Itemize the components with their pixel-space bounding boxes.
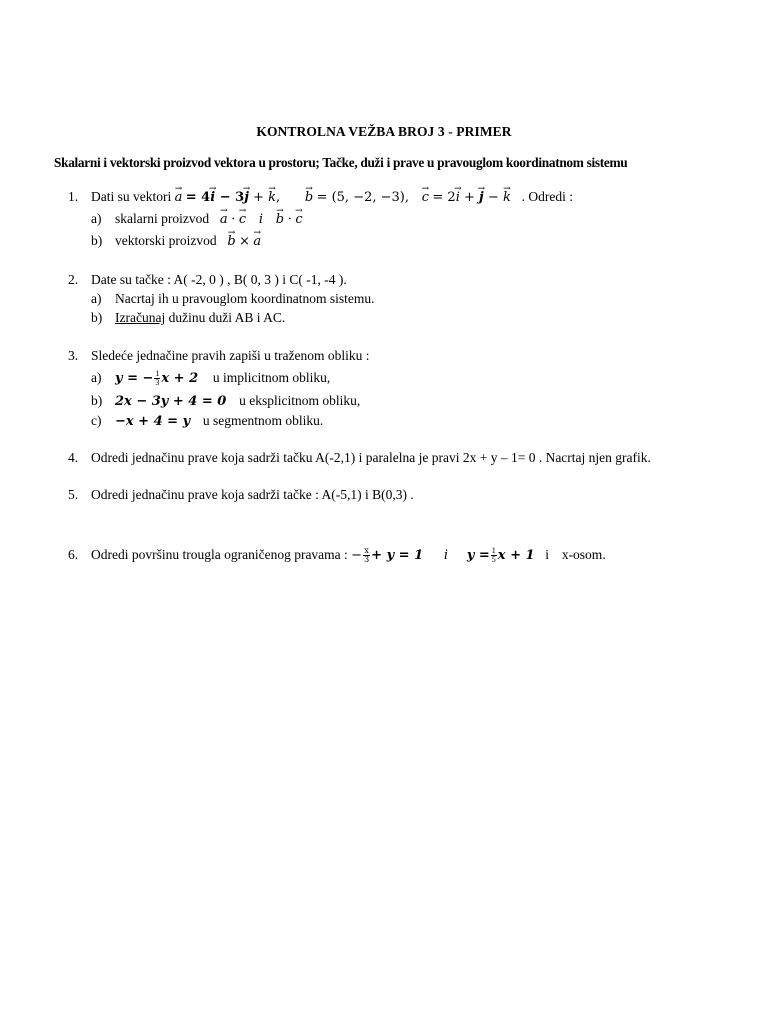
dot-operator: ⋅ bbox=[287, 212, 292, 227]
task-4-text: Odredi jednačinu prave koja sadrži tačku A(-2,1) i paralelna je pravi 2x + y – 1= 0 . Nacrtaj njen grafik. bbox=[91, 450, 651, 465]
fraction-numerator: x bbox=[364, 546, 369, 556]
vector-a: → a bbox=[175, 189, 183, 207]
eq-a-start: = 4 bbox=[185, 190, 211, 205]
task-number: 4. bbox=[68, 450, 79, 465]
vector-c: → c bbox=[239, 211, 246, 229]
task-1-outro: . Odredi : bbox=[521, 189, 573, 204]
fraction-numerator: 1 bbox=[155, 369, 160, 379]
fraction bbox=[154, 370, 160, 387]
part-letter: a) bbox=[91, 291, 102, 306]
unit-vector-i: → i bbox=[456, 189, 460, 207]
part-letter: a) bbox=[91, 370, 102, 385]
vector-a: → a bbox=[220, 211, 228, 229]
equation: 2x − 3y + 4 = 0 bbox=[115, 394, 227, 409]
part-text: u segmentnom obliku. bbox=[202, 413, 324, 428]
fraction bbox=[363, 547, 370, 564]
task-6-text: Odredi površinu trougla ograničenog pravama : bbox=[91, 547, 348, 562]
part-letter: b) bbox=[91, 393, 103, 408]
unit-vector-j: → j bbox=[244, 189, 249, 207]
underlined-word: Izračunaj bbox=[115, 310, 166, 325]
task-5-text: Odredi jednačinu prave koja sadrži tačke : A(-5,1) i B(0,3) . bbox=[91, 487, 414, 502]
eq-c-plus: + bbox=[459, 190, 480, 205]
task-6-outro: x-osom. bbox=[561, 547, 606, 562]
task-2-text: Date su tačke : A( -2, 0 ) , B( 0, 3 ) i C( -1, -4 ). bbox=[91, 272, 347, 287]
conjunction-i: i bbox=[443, 548, 449, 563]
part-text: skalarni proizvod bbox=[115, 211, 210, 226]
equation-1-minus: − bbox=[351, 548, 363, 563]
document-subtitle: Skalarni i vektorski proizvod vektora u prostoru; Tačke, duži i prave u pravouglom koordinatnom sistemu bbox=[54, 155, 628, 170]
task-number: 1. bbox=[68, 189, 79, 204]
part-letter: b) bbox=[91, 310, 103, 325]
unit-vector-k: → k bbox=[268, 189, 276, 207]
vector-c: → c bbox=[422, 189, 429, 207]
part-letter: c) bbox=[91, 413, 102, 428]
unit-vector-i: → i bbox=[210, 189, 215, 207]
conjunction-i: i bbox=[258, 212, 264, 227]
eq-a-minus3: − 3 bbox=[215, 190, 245, 205]
cross-operator: × bbox=[239, 234, 250, 249]
task-1-text bbox=[91, 188, 573, 207]
fraction-denominator: 3 bbox=[364, 555, 370, 565]
conjunction-i: i bbox=[545, 547, 550, 562]
part-letter: b) bbox=[91, 233, 103, 248]
equation: −x + 4 = y bbox=[115, 414, 191, 429]
vector-b: → b bbox=[276, 211, 284, 229]
part-letter: a) bbox=[91, 211, 102, 226]
equation-start: y = − bbox=[115, 371, 154, 386]
eq-a-comma: , bbox=[275, 190, 281, 205]
equation-end: x + 2 bbox=[161, 371, 199, 386]
vector-b: → b bbox=[305, 189, 313, 207]
equation-2-rest: x + 1 bbox=[497, 548, 535, 563]
unit-vector-j: → j bbox=[479, 189, 484, 207]
document-title: KONTROLNA VEŽBA BROJ 3 - PRIMER bbox=[256, 124, 512, 139]
fraction bbox=[491, 547, 497, 564]
vector-a: → a bbox=[253, 233, 261, 251]
part-text: vektorski proizvod bbox=[115, 233, 217, 248]
equation-1-rest: + y = 1 bbox=[371, 548, 424, 563]
part-text: dužinu duži AB i AC. bbox=[165, 310, 286, 325]
part-text: u eksplicitnom obliku, bbox=[239, 393, 361, 408]
eq-a-plus: + bbox=[248, 190, 269, 205]
dot-operator: ⋅ bbox=[231, 212, 236, 227]
part-text: u implicitnom obliku, bbox=[212, 370, 331, 385]
vector-b: → b bbox=[227, 233, 235, 251]
eq-b: = (5, −2, −3), bbox=[316, 190, 409, 205]
unit-vector-k: → k bbox=[503, 189, 511, 207]
vector-c: → c bbox=[295, 211, 302, 229]
part-text: Nacrtaj ih u pravouglom koordinatnom sistemu. bbox=[115, 291, 375, 306]
eq-c-minus: − bbox=[483, 190, 503, 205]
fraction-numerator: 1 bbox=[491, 546, 496, 556]
fraction-denominator: 3 bbox=[155, 378, 160, 388]
task-number: 5. bbox=[68, 487, 79, 502]
equation-2-start: y = bbox=[466, 548, 490, 563]
task-number: 3. bbox=[68, 348, 79, 363]
task-number: 6. bbox=[68, 547, 79, 562]
fraction-denominator: 5 bbox=[491, 555, 496, 565]
task-number: 2. bbox=[68, 272, 79, 287]
eq-c-start: = 2 bbox=[432, 190, 456, 205]
task-3-text: Sledeće jednačine pravih zapiši u traženom obliku : bbox=[91, 348, 370, 363]
task-1-intro: Dati su vektori bbox=[91, 189, 172, 204]
